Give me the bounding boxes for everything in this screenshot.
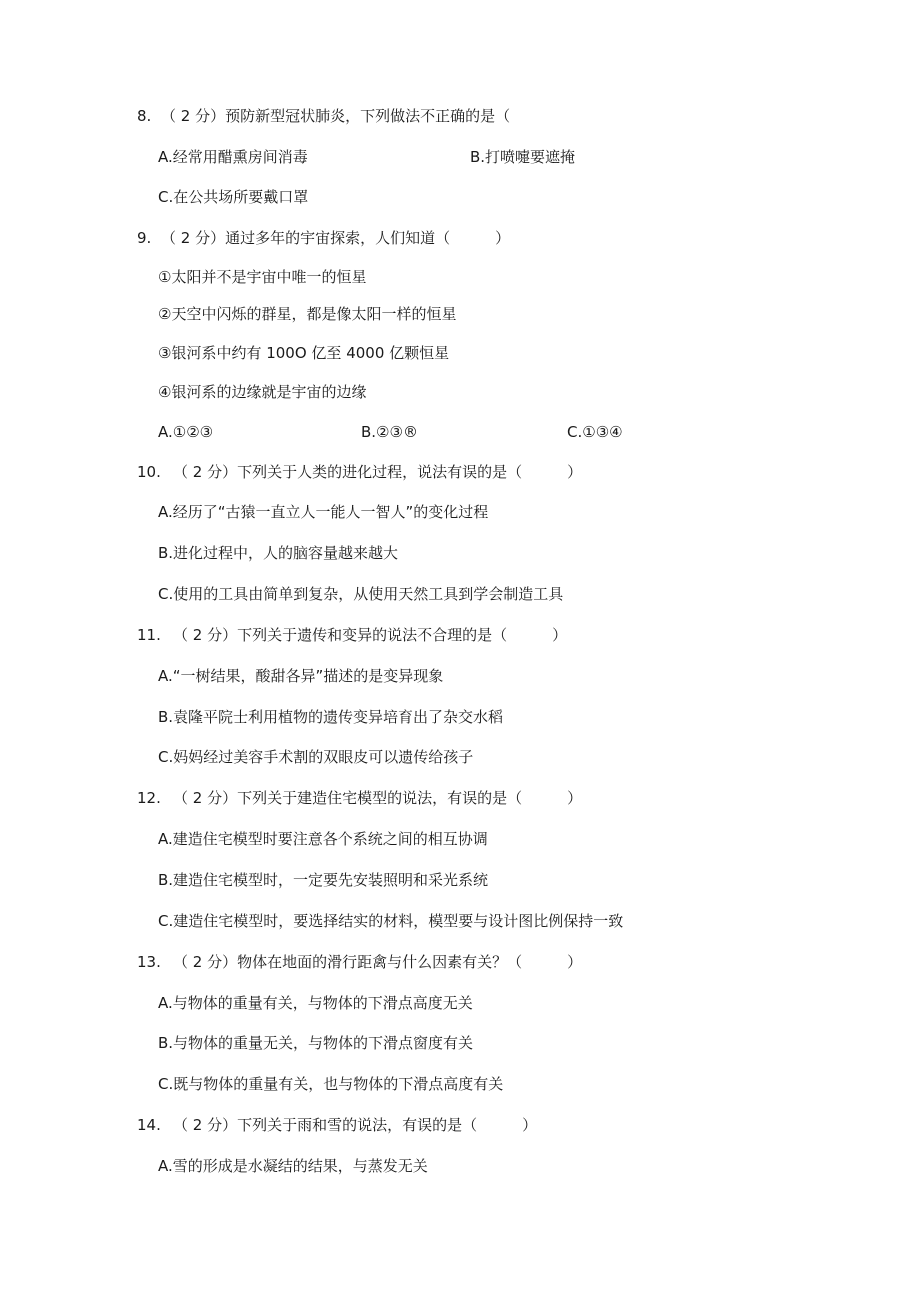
option-b: B.打喷嚏要遮掩: [470, 148, 576, 166]
question-9: [137, 228, 510, 248]
option-c: C.既与物体的重量有关，也与物体的下滑点高度有关: [158, 1075, 504, 1093]
option-c: C.妈妈经过美容手术割的双眼皮可以遗传给孩子: [158, 748, 474, 766]
question-number: 13.: [137, 953, 161, 971]
question-number: 10.: [137, 463, 161, 481]
question-stem: （ 2 分）预防新型冠状肺炎，下列做法不正确的是（: [161, 107, 511, 125]
question-number: 14.: [137, 1116, 161, 1134]
option-c: C.①③④: [567, 423, 623, 441]
option-a: A.“一树结果，酸甜各异”描述的是变异现象: [158, 667, 444, 685]
question-stem: （ 2 分）下列关于人类的进化过程，说法有误的是（ ）: [173, 463, 583, 481]
question-13: [137, 952, 582, 972]
option-c: C.建造住宅模型时，要选择结实的材料，模型要与设计图比例保持一致: [158, 912, 624, 930]
statement-1: ①太阳并不是宇宙中唯一的恒星: [158, 268, 367, 286]
option-b: B.进化过程中，人的脑容量越来越大: [158, 544, 399, 562]
statement-4: ④银河系的边缘就是宇宙的边缘: [158, 383, 367, 401]
question-stem: （ 2 分）下列关于遗传和变异的说法不合理的是（ ）: [173, 626, 568, 644]
option-b: B.建造住宅模型时，一定要先安装照明和采光系统: [158, 871, 489, 889]
option-a: A.建造住宅模型时要注意各个系统之间的相互协调: [158, 830, 488, 848]
question-number: 8.: [137, 107, 152, 125]
question-number: 12.: [137, 789, 161, 807]
option-a: A.经历了“古猿一直立人一能人一智人”的变化过程: [158, 503, 489, 521]
option-a: A.①②③: [158, 423, 214, 441]
option-b: B.袁隆平院士利用植物的遗传变异培育出了杂交水稻: [158, 708, 504, 726]
question-stem: （ 2 分）下列关于建造住宅模型的说法，有误的是（ ）: [173, 789, 583, 807]
question-stem: （ 2 分）通过多年的宇宙探索，人们知道（ ）: [161, 229, 511, 247]
option-a: A.与物体的重量有关，与物体的下滑点高度无关: [158, 994, 473, 1012]
option-a: A.雪的形成是水凝结的结果，与蒸发无关: [158, 1157, 428, 1175]
question-11: [137, 625, 567, 645]
question-10: [137, 462, 582, 482]
question-number: 9.: [137, 229, 152, 247]
question-14: [137, 1115, 537, 1135]
option-b: B.②③®: [361, 423, 418, 441]
question-12: [137, 788, 582, 808]
question-stem: （ 2 分）物体在地面的滑行距禽与什么因素有关？（ ）: [173, 953, 583, 971]
option-b: B.与物体的重量无关，与物体的下滑点窗度有关: [158, 1034, 474, 1052]
option-c: C.使用的工具由简单到复杂，从使用天然工具到学会制造工具: [158, 585, 564, 603]
question-number: 11.: [137, 626, 161, 644]
statement-3: ③银河系中约有 100O 亿至 4000 亿颗恒星: [158, 344, 450, 362]
option-c: C.在公共场所要戴口罩: [158, 188, 309, 206]
question-8: [137, 106, 510, 126]
statement-2: ②天空中闪烁的群星，都是像太阳一样的恒星: [158, 305, 457, 323]
option-a: A.经常用醋熏房间消毒: [158, 148, 308, 166]
question-stem: （ 2 分）下列关于雨和雪的说法，有误的是（ ）: [173, 1116, 538, 1134]
